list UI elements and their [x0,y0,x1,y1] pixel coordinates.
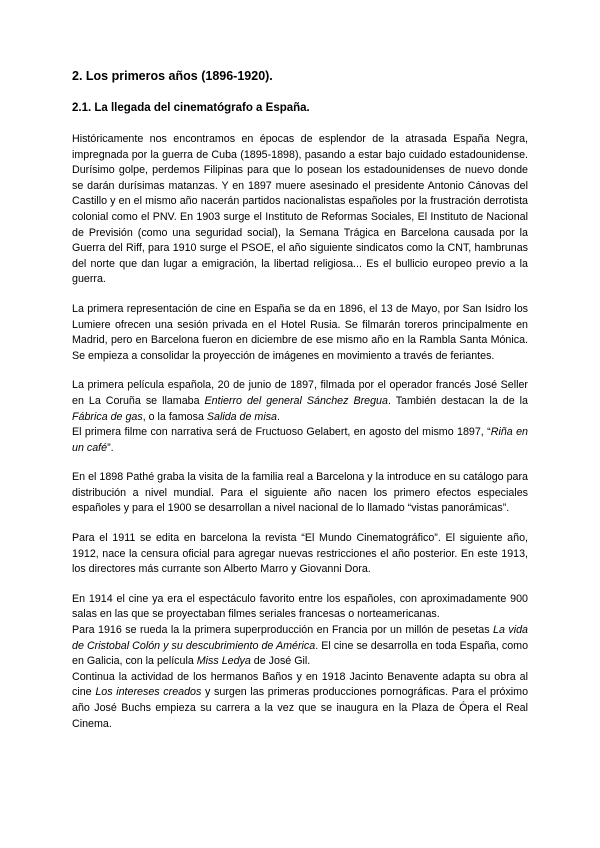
film-title: Miss Ledya [196,655,251,668]
film-title: Salida de misa [206,410,277,423]
paragraph-first-screening: La primera representación de cine en España se da en 1896, el 13 de Mayo, por San Isidro los Lumiere ofrecen una sesión privada en el Hotel Rusia. Se filmarán toreros principalmente en Madrid, pero en Barcelona fueron en diciembre de ese mismo año en la Rambla Santa Mónica. Se empieza a consolidar la proyección de imágenes en movimiento a través de feriantes. [72,302,528,362]
paragraph-first-narrative: El primera filme con narrativa será de Fructuoso Gelabert, en agosto del mismo 1897, “Riña en un café”. [72,426,528,454]
film-title: Los intereses creados [95,686,202,699]
paragraph-1916: Para 1916 se rueda la la primera superproducción en Francia por un millón de pesetas La vida de Cristobal Colón y su descubrimiento de América. El cine se desarrolla en toda España, como en Galicia, con la película Miss Ledya de José Gil. [72,624,529,668]
paragraph-1911: Para el 1911 se edita en barcelona la revista “El Mundo Cinematográfico”. El siguiente año, 1912, nace la censura oficial para agregar nuevas restricciones el año posterior. En este 1913, los directores más currante son Alberto Marro y Giovanni Dora. [72,532,528,576]
paragraph-first-film: La primera película española, 20 de junio de 1897, filmada por el operador francés José Seller en La Coruña se llamaba Entierro del general Sánchez Bregua. También destacan la de la Fábrica de gas, o la famosa Salida de misa. [72,379,529,423]
section-heading: 2. Los primeros años (1896-1920). [72,69,273,83]
paragraph-1918: Continua la actividad de los hermanos Baños y en 1918 Jacinto Benavente adapta su obra al cine Los intereses creados y surgen las primeras producciones pornográficas. Para el próximo año José Buchs empieza su carrera a la vez que se inaugura en la Plaza de Ópera el Real Cinema. [72,670,529,730]
film-title: Riña en un café [72,426,528,454]
subsection-heading: 2.1. La llegada del cinematógrafo a España. [72,102,310,114]
film-title: Entierro del general Sánchez Bregua [204,394,388,407]
paragraph-1914: En 1914 el cine ya era el espectáculo favorito entre los españoles, con aproximadamente 900 salas en las que se proyectaban filmes seriales francesas o norteamericanas. [72,592,528,621]
film-title: La vida de Cristobal Colón y su descubrimiento de América [72,624,528,652]
paragraph-pathe: En el 1898 Pathé graba la visita de la familia real a Barcelona y la introduce en su catálogo para distribución a nivel mundial. Para el siguiente año nacen los primero efectos especiales españoles y para el 1900 se desarrollan a nivel nacional de lo llamado “vistas panorámicas”. [72,471,528,515]
paragraph-historical-context: Históricamente nos encontramos en épocas de esplendor de la atrasada España Negra, impregnada por la guerra de Cuba (1895-1898), pasando a estar bajo cuidado estadounidense. Durísimo golpe, perdemos Filipinas para que lo posean los estadounidenses de nuevo donde se darán durísimas matanzas. Y en 1897 muere asesinado el presidente Antonio Cánovas del Castillo y en el mismo año nacerán partidos nacionalistas españoles por la frustración derrotista colonial como el PNV. En 1903 surge el Instituto de Reformas Sociales, El Instituto de Nacional de Previsión (como una seguridad social), la Semana Trágica en Barcelona causada por la Guerra del Riff, para 1910 surge el PSOE, el año siguiente sindicatos como la CNT, hambrunas del norte que dan lugar a emigración, la libertad religiosa... Es el bullicio europeo previo a la guerra. [72,133,528,286]
film-title: Fábrica de gas [72,410,143,423]
